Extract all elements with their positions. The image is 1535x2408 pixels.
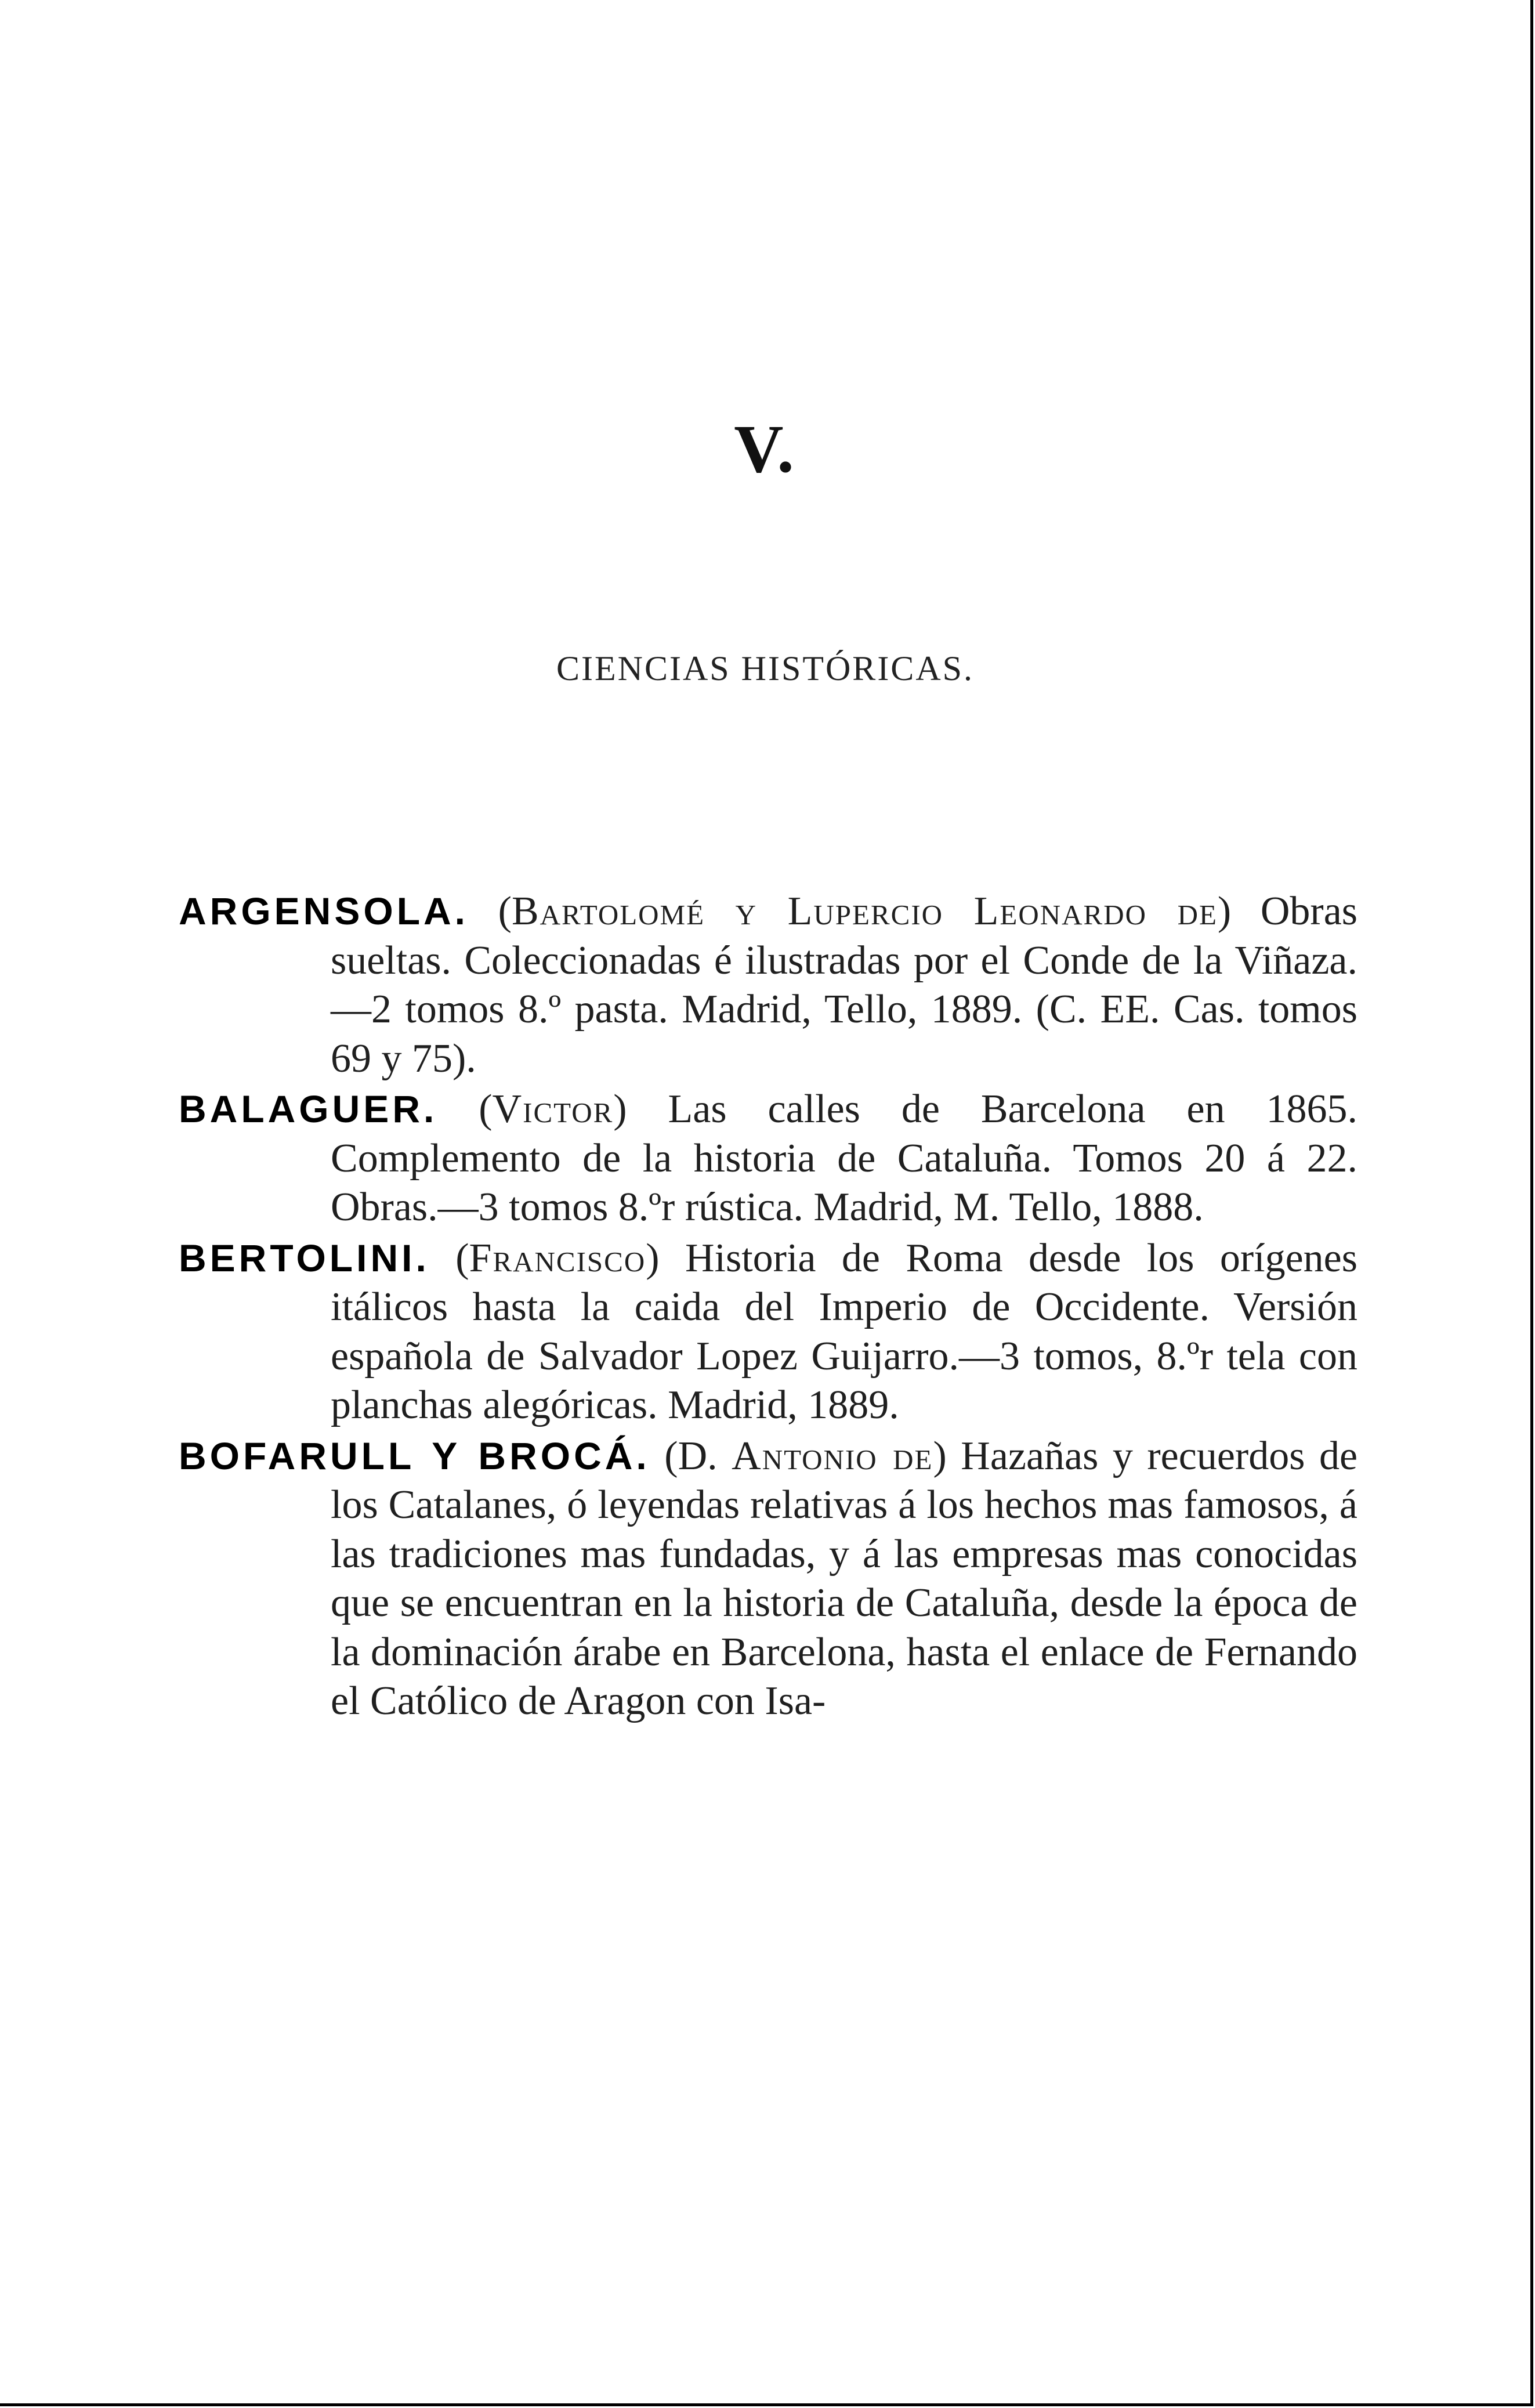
entry-author: BERTOLINI.: [179, 1236, 430, 1279]
entry-text: Historia de Roma desde los orígenes itálicos hasta la caida del Imperio de Occidente. Versión española de Salvador Lopez Guijarro.—3 tomos, 8.ºr tela con planchas alegóricas. Madrid, 1889.: [331, 1235, 1357, 1427]
section-title: CIENCIAS HISTÓRICAS.: [556, 649, 975, 688]
bibliography-entry: [179, 1084, 1357, 1232]
entry-given-open: (D.: [664, 1433, 732, 1478]
entry-given-open: (: [455, 1235, 469, 1281]
entry-text: Las calles de Barcelona en 1865. Complemento de la historia de Cataluña. Tomos 20 á 22. Obras.—3 tomos 8.ºr rústica. Madrid, M. Tello, 1888.: [331, 1087, 1358, 1230]
entry-given-open: (: [498, 889, 512, 934]
entry-author: BALAGUER.: [179, 1087, 438, 1130]
entry-text: Obras sueltas. Coleccionadas é ilustradas por el Conde de la Viñaza.—2 tomos 8.º pasta. Madrid, Tello, 1889. (C. EE. Cas. tomos 69 y 75).: [331, 889, 1358, 1081]
entry-text: Hazañas y recuerdos de los Catalanes, ó leyendas relativas á los hechos mas famosos, á las tradiciones mas fundadas, y á las empresas mas conocidas que se encuentran en la historia de Cataluña, desde la época de la dominación árabe en Barcelona, hasta el enlace de Fernando el Católico de Aragon con Isa-: [331, 1433, 1358, 1723]
bibliography-list: [179, 887, 1357, 1726]
entry-given-name: Antonio de: [732, 1433, 933, 1478]
bibliography-entry: [179, 1431, 1357, 1726]
entry-given-close: ): [613, 1087, 627, 1131]
entry-given-name: Victor: [492, 1087, 614, 1131]
entry-given-close: ): [933, 1433, 947, 1478]
bibliography-entry: [179, 1234, 1357, 1430]
entry-author: ARGENSOLA.: [179, 890, 469, 932]
entry-given-close: ): [1217, 889, 1232, 934]
entry-given-name: Francisco: [469, 1235, 646, 1281]
bibliography-entry: [179, 887, 1357, 1083]
entry-given-close: ): [646, 1235, 660, 1281]
entry-given-open: (: [479, 1087, 493, 1131]
entry-author: BOFARULL Y BROCÁ.: [179, 1434, 650, 1477]
entry-given-name: Bartolomé y Lupercio Leonardo de: [511, 889, 1218, 934]
chapter-number: V.: [734, 411, 797, 487]
